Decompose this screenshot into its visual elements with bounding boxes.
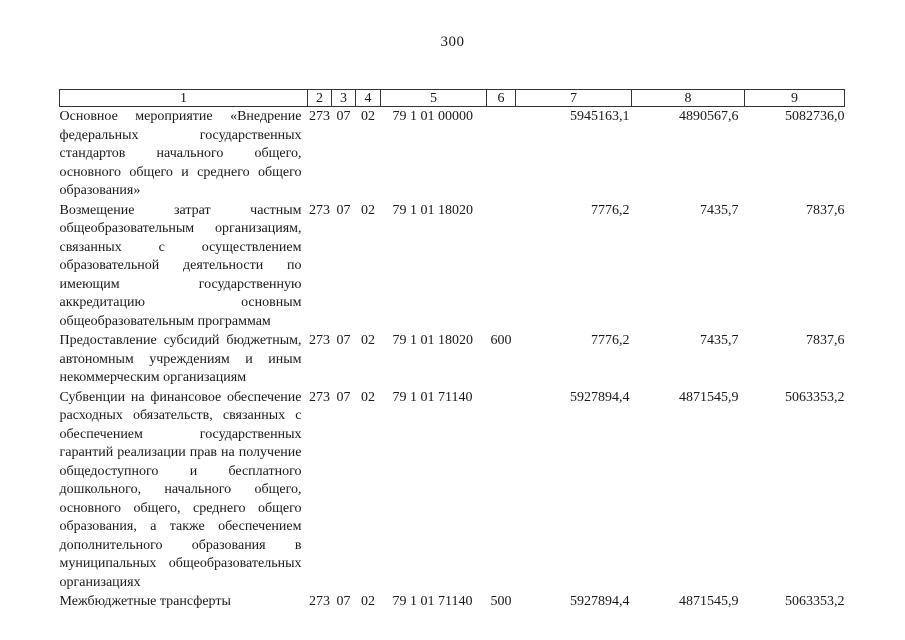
table-row (60, 331, 845, 388)
row-value-8: 4890567,6 (679, 109, 739, 124)
header-col-8: 8 (632, 90, 745, 107)
row-value-8: 7435,7 (700, 202, 739, 218)
row-code-4: 02 (361, 202, 375, 218)
row-code-6: 500 (490, 594, 512, 609)
row-code-6 (487, 107, 516, 201)
row-code-5: 79 1 01 18020 (392, 333, 473, 348)
budget-table (59, 89, 845, 612)
row-code-3: 07 (336, 109, 351, 124)
row-code-3: 07 (336, 333, 351, 348)
header-col-2: 2 (308, 90, 332, 107)
row-code-5: 79 1 01 18020 (392, 202, 473, 218)
row-code-2: 273 (309, 594, 330, 609)
row-code-4: 02 (361, 333, 375, 348)
row-code-5: 79 1 01 71140 (392, 594, 473, 609)
row-value-7: 7776,2 (591, 202, 630, 218)
row-value-9: 7837,6 (806, 333, 845, 348)
row-name: Субвенции на финансовое обеспечение расходных обязательств, связанных с обеспечением государственных гарантий реализации прав на получение общедоступного и бесплатного дошкольного, начального общего, основного общего, среднего общего образования, а также обеспечением дополнительного образования в муниципальных общеобразовательных организациях (59, 389, 302, 590)
header-col-3: 3 (332, 90, 356, 107)
row-name: Межбюджетные трансферты (59, 594, 231, 609)
row-code-3: 07 (336, 594, 351, 609)
row-code-2: 273 (309, 202, 330, 218)
row-code-4: 02 (361, 594, 375, 609)
row-code-4: 02 (361, 109, 375, 124)
row-code-4: 02 (361, 389, 375, 405)
row-value-7: 5945163,1 (570, 109, 630, 124)
header-col-7: 7 (516, 90, 632, 107)
row-value-7: 5927894,4 (570, 389, 630, 405)
table-row (60, 107, 845, 201)
row-name: Предоставление субсидий бюджетным, автономным учреждениям и иным некоммерческим организациям (59, 333, 302, 385)
row-code-5: 79 1 01 71140 (392, 389, 473, 405)
row-value-8: 4871545,9 (679, 389, 739, 405)
row-value-9: 7837,6 (806, 202, 845, 218)
row-code-2: 273 (309, 389, 330, 405)
table-row (60, 388, 845, 593)
header-col-6: 6 (487, 90, 516, 107)
header-col-4: 4 (356, 90, 381, 107)
row-code-6 (487, 201, 516, 332)
table-row (60, 201, 845, 332)
header-col-5: 5 (381, 90, 487, 107)
row-code-3: 07 (336, 389, 351, 405)
row-code-2: 273 (309, 109, 330, 124)
row-code-5: 79 1 01 00000 (392, 109, 473, 124)
page-number: 300 (440, 34, 465, 50)
row-code-6: 600 (490, 333, 512, 348)
row-value-7: 5927894,4 (570, 594, 630, 609)
row-value-8: 4871545,9 (679, 594, 739, 609)
row-value-7: 7776,2 (591, 333, 630, 348)
header-col-1: 1 (60, 90, 308, 107)
row-value-9: 5063353,2 (785, 594, 845, 609)
row-value-9: 5063353,2 (785, 389, 845, 405)
header-col-9: 9 (745, 90, 845, 107)
row-code-6 (487, 388, 516, 593)
table-row (60, 592, 845, 612)
header-row (60, 90, 845, 107)
row-code-2: 273 (309, 333, 330, 348)
row-value-9: 5082736,0 (785, 109, 845, 124)
row-name: Возмещение затрат частным общеобразовательным организациям, связанных с осуществлением образовательной деятельности по имеющим государственную аккредитацию основным общеобразовательным программам (59, 202, 302, 329)
row-name: Основное мероприятие «Внедрение федеральных государственных стандартов начального общего, основного общего и среднего общего образования» (59, 109, 302, 198)
row-code-3: 07 (336, 202, 351, 218)
row-value-8: 7435,7 (700, 333, 739, 348)
